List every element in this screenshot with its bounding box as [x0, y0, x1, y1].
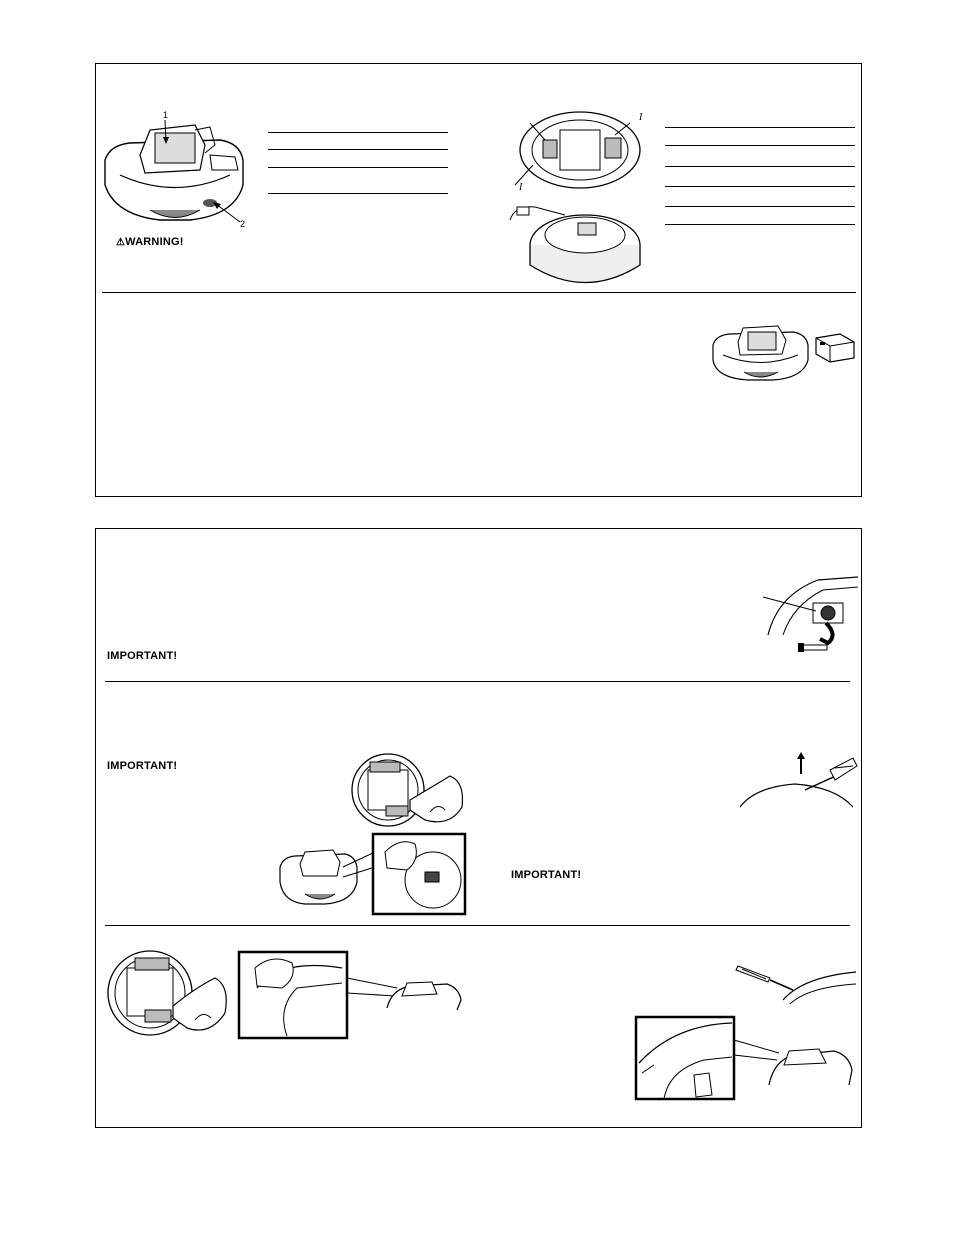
- callout-1-leader: [163, 120, 173, 145]
- svg-text:I: I: [519, 182, 523, 193]
- text-rule: [665, 206, 855, 207]
- base-ring-hand-illustration-2: [105, 948, 230, 1040]
- callout-1: 1: [163, 110, 169, 120]
- device-inset-illustration: [275, 832, 470, 917]
- screw-removal-illustration: [758, 575, 858, 660]
- warning-label: ⚠WARNING!: [116, 236, 184, 248]
- text-rule: [665, 127, 855, 128]
- important-label-2: IMPORTANT!: [107, 760, 178, 772]
- text-rule: [665, 166, 855, 167]
- section-divider: [102, 292, 856, 293]
- callout-2: 2: [240, 219, 246, 229]
- callout-2-leader: [210, 200, 245, 225]
- important-label-1: IMPORTANT!: [107, 650, 178, 662]
- section-divider: [105, 925, 850, 926]
- text-rule: [268, 193, 448, 194]
- device-clip-inset-illustration: [237, 948, 465, 1043]
- section-divider: [105, 681, 850, 682]
- text-rule: [268, 149, 448, 150]
- text-rule: [665, 145, 855, 146]
- pointer-marks: [515, 110, 645, 195]
- base-ring-hand-illustration: [350, 752, 468, 830]
- text-rule: [268, 167, 448, 168]
- svg-text:I: I: [639, 112, 643, 123]
- screwdriver-edge-illustration: [728, 962, 858, 1004]
- device-battery-illustration: [708, 320, 858, 385]
- important-label-3: IMPORTANT!: [511, 869, 582, 881]
- text-rule: [665, 224, 855, 225]
- screwdriver-pry-illustration: [735, 752, 857, 822]
- text-rule: [268, 132, 448, 133]
- device-release-inset-illustration: [634, 1015, 858, 1103]
- warning-triangle-icon: ⚠: [116, 237, 126, 248]
- text-rule: [665, 186, 855, 187]
